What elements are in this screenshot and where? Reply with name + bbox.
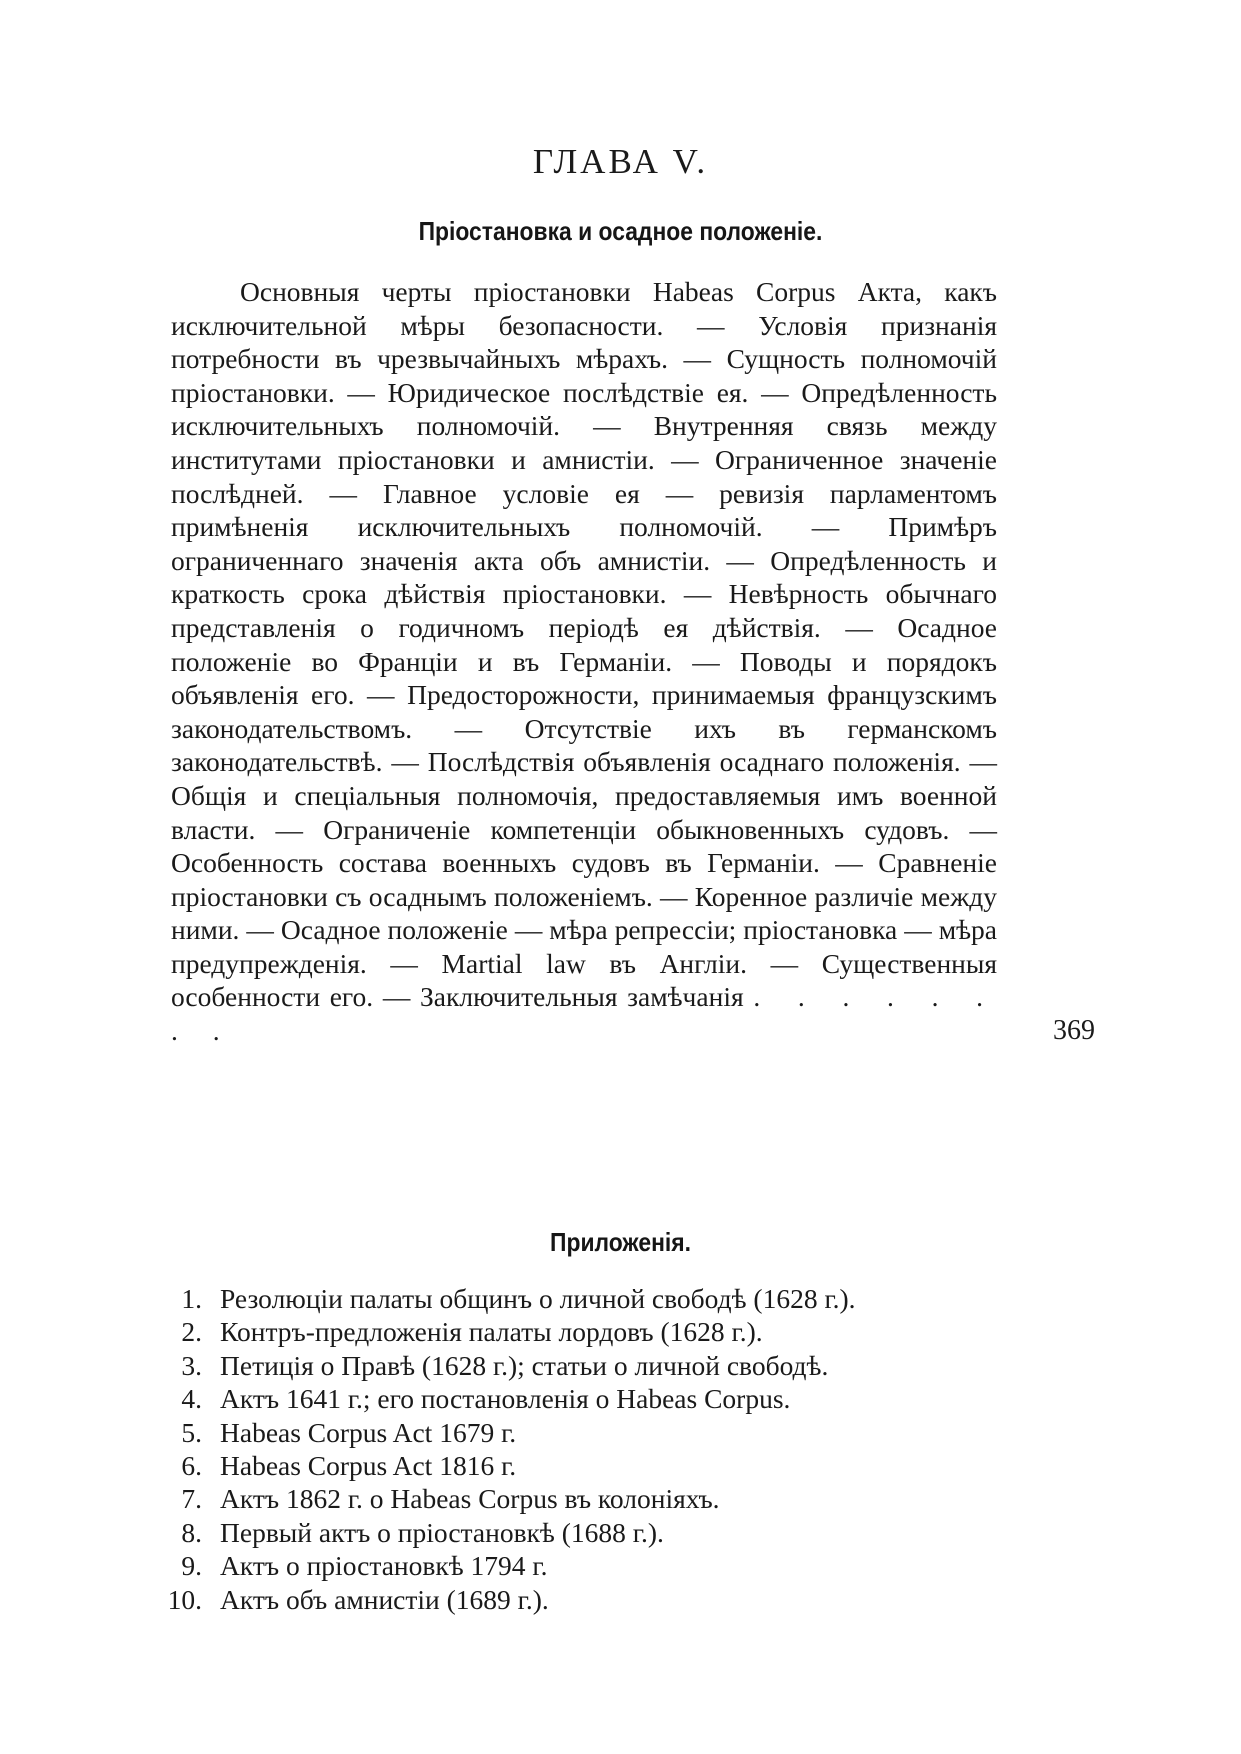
appendix-title: Петиція о Правѣ (1628 г.); статьи о личной свободѣ. (220, 1349, 829, 1381)
appendix-item (160, 1315, 1100, 1348)
appendix-title: Актъ о пріостановкѣ 1794 г. (220, 1550, 548, 1582)
appendix-item (160, 1282, 1100, 1315)
appendix-number: 6. (181, 1450, 202, 1482)
appendix-title: Актъ 1641 г.; его постановленія о Habeas Corpus. (220, 1383, 791, 1415)
appendix-number: 1. (181, 1283, 202, 1314)
appendix-item (160, 1382, 1100, 1415)
chapter-summary (171, 275, 1095, 1048)
appendix-item (160, 1583, 1100, 1616)
appendix-item (160, 1516, 1100, 1549)
appendix-number: 10. (167, 1583, 202, 1615)
summary-text: Основныя черты пріостановки Habeas Corpus Акта, какъ исключительной мѣры безопасности. — Условія признанія потребности въ чрезвычайныхъ мѣрахъ. — Сущность полномочій пріостановки. — Юридическое послѣдствіе ея. — Опредѣленность исключительныхъ полномочій. — Внутренняя связь между институтами пріостановки и амнистіи. — Ограниченное значеніе послѣдней. — Главное условіе ея — ревизія парламентомъ примѣненія исключительныхъ полномочій. — Примѣръ ограниченнаго значенія акта объ амнистіи. — Опредѣленность и краткость срока дѣйствія пріостановки. — Невѣрность обычнаго представленія о годичномъ періодѣ ея дѣйствія. — Осадное положеніе во Франціи и въ Германіи. — Поводы и порядокъ объявленія его. — Предосторожности, принимаемыя французскимъ законодательствомъ. — Отсутствіе ихъ въ германскомъ законодательствѣ. — Послѣдствія объявленія осаднаго положенія. — Общія и спеціальныя полномочія, предоставляемыя имъ военной власти. — Ограниченіе компетенціи обыкновенныхъ судовъ. — Особенность состава военныхъ судовъ въ Германіи. — Сравненіе пріостановки съ осаднымъ положеніемъ. — Коренное различіе между ними. — Осадное положеніе — мѣра репрессіи; пріостановка — мѣра предупрежденія. — Martial law въ Англіи. — Существенныя особенности его. — Заключительныя замѣчанія (171, 276, 997, 1013)
appendix-number: 9. (181, 1550, 202, 1582)
appendix-title: Контръ-предложенія палаты лордовъ (1628 г.). (220, 1316, 763, 1348)
dot-leader: . . . . . . . . (171, 981, 998, 1047)
page-number: 369 (1053, 1015, 1095, 1047)
appendix-title: Актъ объ амнистіи (1689 г.). (220, 1583, 549, 1615)
appendix-item (160, 1449, 1100, 1482)
appendix-number: 5. (181, 1416, 202, 1448)
appendix-number: 3. (181, 1349, 202, 1381)
appendices-list (160, 1282, 1100, 1616)
appendix-item (160, 1416, 1100, 1449)
appendices-heading: Приложенія. (550, 1227, 691, 1257)
appendix-title: Актъ 1862 г. о Habeas Corpus въ колоніяхъ. (220, 1483, 720, 1515)
appendix-item (160, 1482, 1100, 1515)
appendix-title: Резолюціи палаты общинъ о личной свободѣ (1628 г.). (220, 1283, 856, 1314)
appendix-number: 2. (181, 1316, 202, 1348)
appendix-item (160, 1349, 1100, 1382)
appendix-number: 8. (181, 1516, 202, 1548)
appendix-item (160, 1549, 1100, 1582)
appendix-title: Habeas Corpus Act 1816 г. (220, 1450, 517, 1482)
chapter-title: ГЛАВА V. (532, 142, 709, 181)
appendix-number: 4. (181, 1383, 202, 1415)
appendix-title: Первый актъ о пріостановкѣ (1688 г.). (220, 1516, 664, 1548)
appendix-number: 7. (181, 1483, 202, 1515)
appendix-title: Habeas Corpus Act 1679 г. (220, 1416, 517, 1448)
chapter-heading: Пріостановка и осадное положеніе. (418, 216, 823, 246)
